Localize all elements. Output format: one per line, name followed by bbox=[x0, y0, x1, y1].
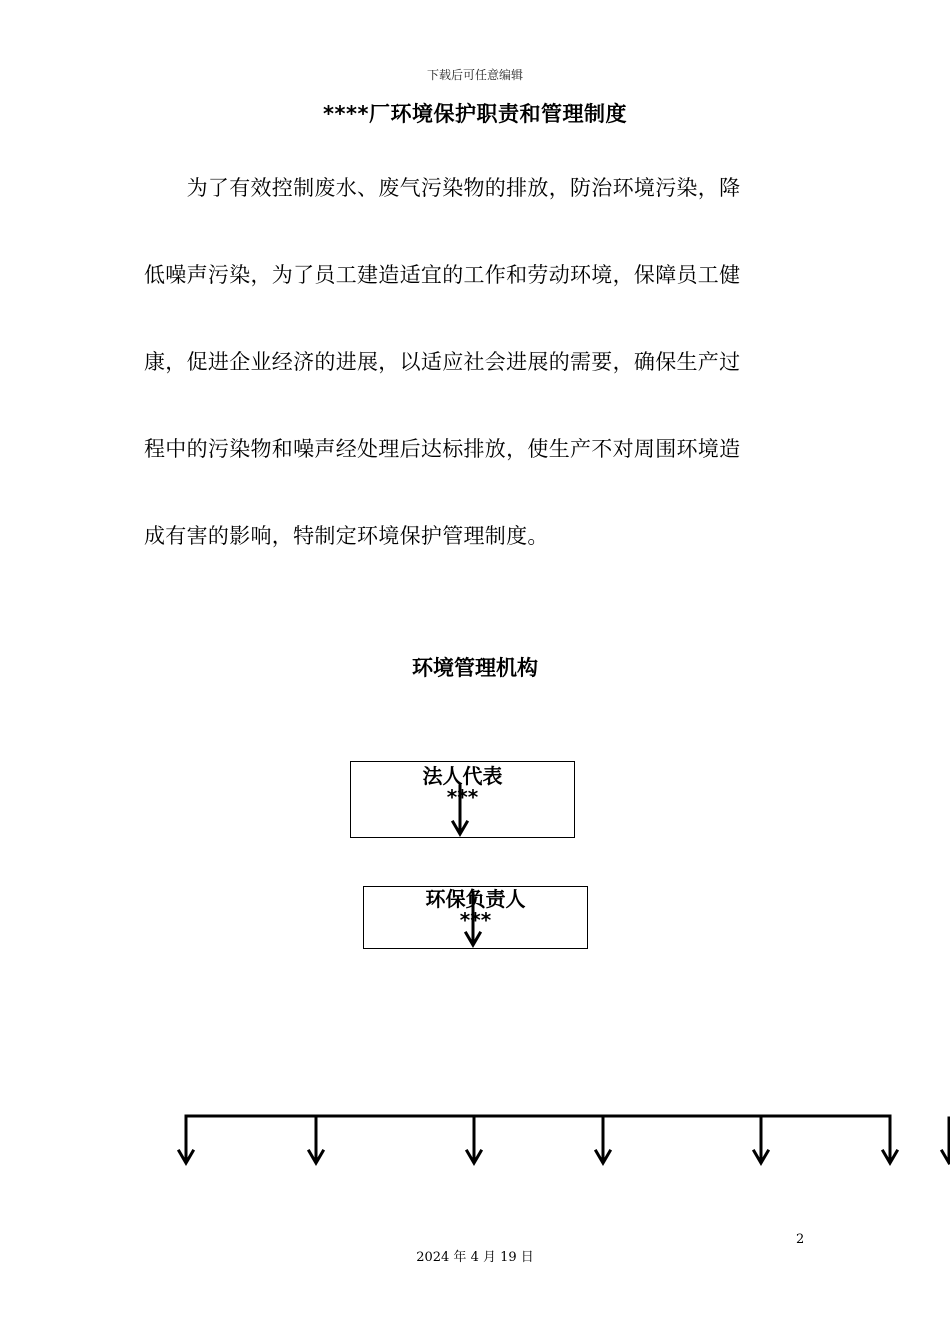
page-number: 2 bbox=[796, 1232, 805, 1247]
legal-rep-person: *** bbox=[446, 785, 479, 809]
org-box-environmental-manager bbox=[363, 886, 588, 949]
intro-line-3: 康，促进企业经济的进展，以适应社会进展的需要，确保生产过 bbox=[144, 350, 741, 374]
env-manager-person: *** bbox=[459, 908, 492, 932]
document-title: ****厂环境保护职责和管理制度 bbox=[323, 102, 627, 126]
arrow-down-icon bbox=[942, 1118, 949, 1163]
intro-line-2: 低噪声污染，为了员工建造适宜的工作和劳动环境，保障员工健 bbox=[144, 263, 741, 287]
arrow-down-icon bbox=[883, 1116, 897, 1163]
intro-line-4: 程中的污染物和噪声经处理后达标排放，使生产不对周围环境造 bbox=[144, 437, 741, 461]
org-section-title: 环境管理机构 bbox=[412, 656, 538, 680]
arrow-down-icon bbox=[309, 1116, 323, 1163]
env-manager-title: 环保负责人 bbox=[425, 887, 526, 911]
header-note: 下载后可任意编辑 bbox=[426, 68, 523, 82]
arrow-down-icon bbox=[596, 1116, 610, 1163]
arrow-down-icon bbox=[754, 1116, 768, 1163]
org-box-legal-representative bbox=[350, 761, 575, 838]
footer-date: 2024 年 4 月 19 日 bbox=[416, 1250, 534, 1265]
legal-rep-title: 法人代表 bbox=[422, 764, 503, 788]
arrow-down-icon bbox=[179, 1116, 193, 1163]
arrow-down-icon bbox=[467, 1116, 481, 1163]
intro-line-1: 为了有效控制废水、废气污染物的排放，防治环境污染，降 bbox=[144, 176, 741, 200]
intro-line-5: 成有害的影响，特制定环境保护管理制度。 bbox=[144, 524, 549, 548]
